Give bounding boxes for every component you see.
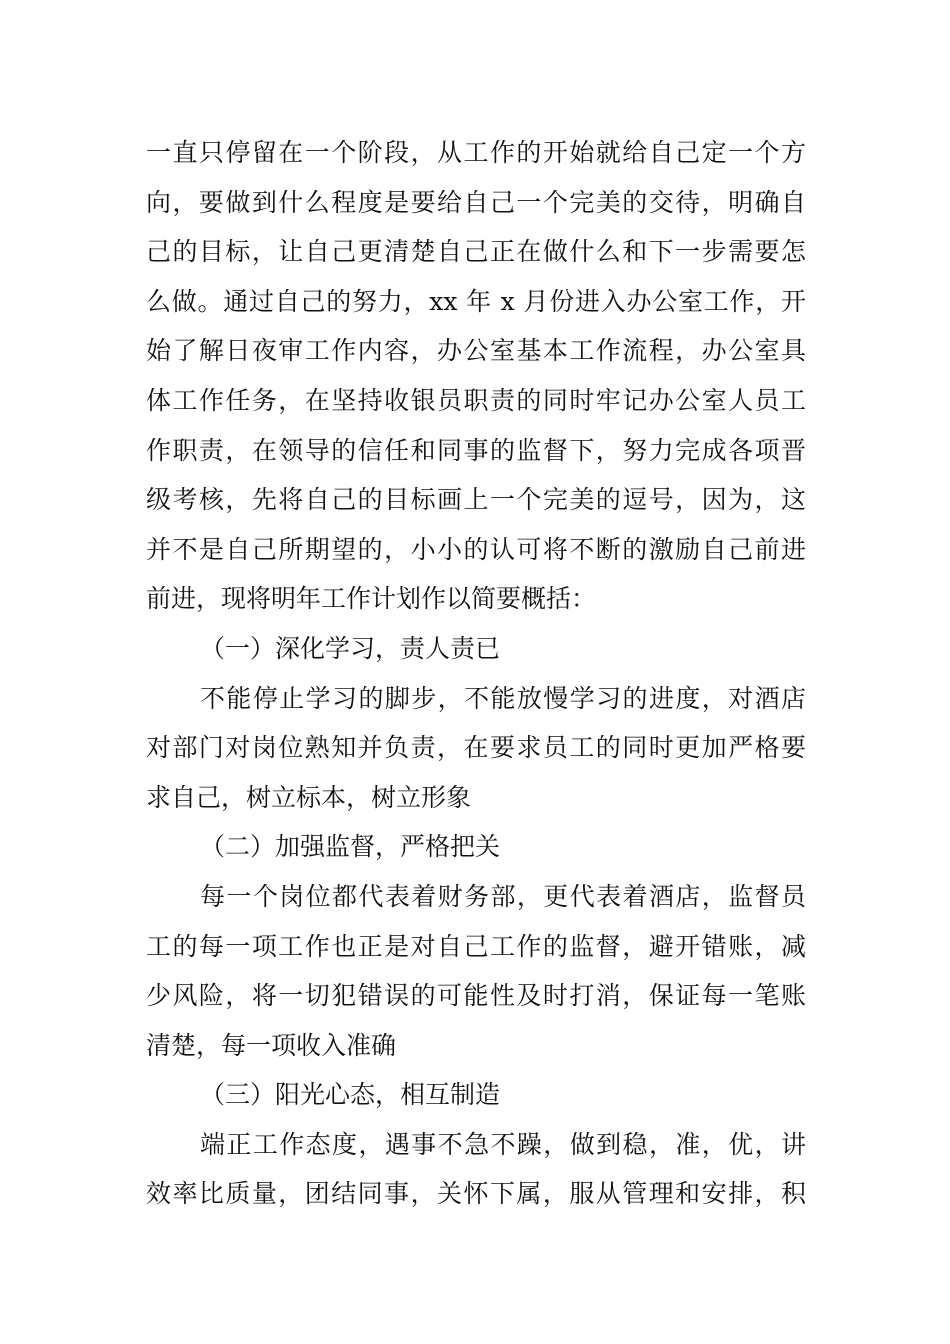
text-line: 己的目标，让自己更清楚自己正在做什么和下一步需要怎 [146,237,806,267]
text-line: 并不是自己所期望的，小小的认可将不断的激励自己前进 [146,534,806,564]
section-heading: （三）阳光心态，相互制造 [200,1080,501,1110]
text-line: 前进，现将明年工作计划作以简要概括： [146,584,597,614]
text-line: 工的每一项工作也正是对自己工作的监督，避开错账，减 [146,931,806,961]
section-heading: （二）加强监督，严格把关 [200,832,501,862]
text-line: 向，要做到什么程度是要给自己一个完美的交待，明确自 [146,187,806,217]
text-line: 对部门对岗位熟知并负责，在要求员工的同时更加严格要 [146,733,806,763]
document-body [146,128,806,1219]
text-line: 求自己，树立标本，树立形象 [146,782,472,812]
text-line: 作职责，在领导的信任和同事的监督下，努力完成各项晋 [146,435,806,465]
text-line: 一直只停留在一个阶段，从工作的开始就给自己定一个方 [146,138,806,167]
text-line: 端正工作态度，遇事不急不躁，做到稳，准，优，讲 [200,1129,806,1159]
text-line: 少风险，将一切犯错误的可能性及时打消，保证每一笔账 [146,981,806,1011]
text-line: 清楚，每一项收入准确 [146,1030,397,1060]
text-line: 效率比质量，团结同事，关怀下属，服从管理和安排，积 [146,1179,806,1209]
text-line: 级考核，先将自己的目标画上一个完美的逗号，因为，这 [146,485,806,515]
section-heading: （一）深化学习，责人责已 [200,633,501,663]
text-line: 体工作任务，在坚持收银员职责的同时牢记办公室人员工 [146,385,806,415]
text-line: 每一个岗位都代表着财务部，更代表着酒店，监督员 [200,881,806,911]
text-line: 不能停止学习的脚步，不能放慢学习的进度，对酒店 [200,683,806,713]
text-line: 么做。通过自己的努力，xx 年 x 月份进入办公室工作，开 [146,286,806,316]
text-line: 始了解日夜审工作内容，办公室基本工作流程，办公室具 [146,336,806,366]
